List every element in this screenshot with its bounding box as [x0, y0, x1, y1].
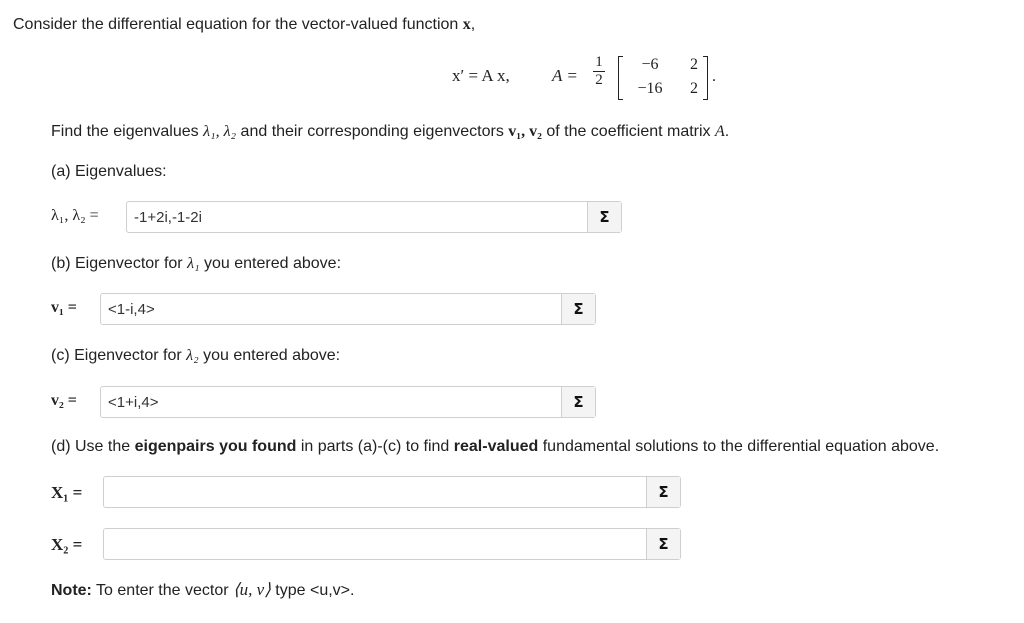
sigma-button-a[interactable]: Σ [587, 202, 621, 232]
eigenvalues-label: λ₁, λ₂ = [51, 207, 99, 224]
part-d-instruction: (d) Use the eigenpairs you found in parts (a)-(c) to find real-valued fundamental solutions to the differential equation above. [51, 438, 940, 455]
part-b-heading: (b) Eigenvector for λ₁ you entered above: [51, 255, 342, 272]
equation-a-eq: A = [552, 66, 578, 85]
part-a-heading: (a) Eigenvalues: [51, 163, 167, 180]
intro-text: Consider the differential equation for the vector-valued function x, [13, 16, 476, 33]
x2-input[interactable] [104, 529, 646, 559]
coefficient-matrix: −6 2 −16 2 [618, 56, 708, 100]
v1-label: v₁ = [51, 299, 77, 316]
eigenvalues-field [126, 201, 622, 233]
sigma-button-x1[interactable]: Σ [646, 477, 680, 507]
sigma-button-b[interactable]: Σ [561, 294, 595, 324]
part-c-heading: (c) Eigenvector for λ₂ you entered above: [51, 347, 341, 364]
v2-input[interactable] [101, 387, 561, 417]
fraction: 1 2 [592, 54, 606, 89]
x1-label: X₁ = [51, 483, 83, 502]
equation-period: . [712, 68, 716, 85]
v2-label: v₂ = [51, 392, 77, 409]
x2-label: X₂ = [51, 535, 83, 554]
x2-field [103, 528, 681, 560]
eigenvalues-input[interactable] [127, 202, 587, 232]
v2-field [100, 386, 596, 418]
v1-input[interactable] [101, 294, 561, 324]
v1-field [100, 293, 596, 325]
equation-lhs: x′ = A x, [452, 66, 510, 85]
x1-field [103, 476, 681, 508]
note-text: Note: To enter the vector ⟨u, v⟩ type <u,v>. [51, 580, 355, 599]
sigma-button-c[interactable]: Σ [561, 387, 595, 417]
x1-input[interactable] [104, 477, 646, 507]
find-instruction: Find the eigenvalues λ₁, λ₂ and their corresponding eigenvectors v₁, v₂ of the coefficient matrix A. [51, 123, 730, 140]
sigma-button-x2[interactable]: Σ [646, 529, 680, 559]
